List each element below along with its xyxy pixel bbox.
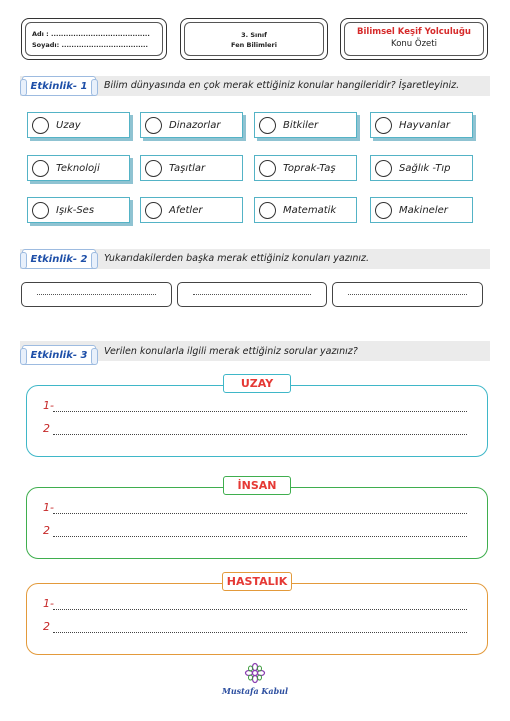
topic-option[interactable] [140, 155, 243, 181]
topic-option-label: Afetler [169, 204, 203, 216]
name-box [21, 18, 167, 60]
topic-option-label: Toprak-Taş [283, 162, 336, 174]
topic-option-label: Matematik [283, 204, 337, 216]
answer-field-1[interactable] [21, 282, 172, 307]
question-number: 2 [43, 524, 50, 537]
checkbox-circle-icon[interactable] [259, 117, 276, 134]
topic-option[interactable] [254, 112, 357, 138]
title-box [340, 18, 488, 60]
answer-line[interactable] [53, 536, 467, 537]
topic-option[interactable] [370, 155, 473, 181]
topic-option[interactable] [370, 112, 473, 138]
grade-box [180, 18, 328, 60]
answer-line[interactable] [53, 434, 467, 435]
topic-option[interactable] [27, 197, 130, 223]
checkbox-circle-icon[interactable] [375, 160, 392, 177]
topic-option[interactable] [254, 155, 357, 181]
checkbox-circle-icon[interactable] [145, 160, 162, 177]
topic-option-label: Hayvanlar [399, 119, 450, 131]
topic-option[interactable] [27, 155, 130, 181]
checkbox-circle-icon[interactable] [145, 202, 162, 219]
topic-option[interactable] [370, 197, 473, 223]
topic-label: İNSAN [223, 476, 291, 495]
topic-label: HASTALIK [222, 572, 292, 591]
checkbox-circle-icon[interactable] [375, 202, 392, 219]
page-subtitle: Konu Özeti [391, 39, 437, 49]
topic-option-label: Bitkiler [283, 119, 319, 131]
question-number: 1- [43, 597, 54, 610]
surname-label: Soyadı: ................................... [32, 41, 148, 49]
answer-field-3[interactable] [332, 282, 483, 307]
flower-icon [243, 662, 267, 684]
activity1-question: Bilim dünyasında en çok merak ettiğiniz konular hangileridir? İşaretleyiniz. [104, 80, 460, 91]
answer-line[interactable] [53, 411, 467, 412]
activity2-tag: Etkinlik- 2 [22, 249, 96, 269]
activity3-tag: Etkinlik- 3 [22, 345, 96, 365]
topic-option-label: Uzay [56, 119, 81, 131]
answer-line[interactable] [53, 632, 467, 633]
page-title: Bilimsel Keşif Yolculuğu [357, 27, 471, 37]
activity1-tag: Etkinlik- 1 [22, 76, 96, 96]
question-number: 1- [43, 501, 54, 514]
topic-option-label: Taşıtlar [169, 162, 206, 174]
checkbox-circle-icon[interactable] [259, 202, 276, 219]
topic-option-label: Dinazorlar [169, 119, 221, 131]
activity3-question: Verilen konularla ilgili merak ettiğiniz sorular yazınız? [104, 346, 358, 357]
checkbox-circle-icon[interactable] [32, 117, 49, 134]
topic-option[interactable] [140, 197, 243, 223]
question-box [26, 487, 488, 559]
question-box [26, 385, 488, 457]
topic-option-label: Makineler [399, 204, 448, 216]
topic-label: UZAY [223, 374, 291, 393]
answer-field-2[interactable] [177, 282, 327, 307]
checkbox-circle-icon[interactable] [32, 160, 49, 177]
question-box [26, 583, 488, 655]
topic-option[interactable] [140, 112, 243, 138]
activity2-question: Yukarıdakilerden başka merak ettiğiniz konuları yazınız. [104, 253, 369, 264]
question-number: 2 [43, 620, 50, 633]
checkbox-circle-icon[interactable] [145, 117, 162, 134]
question-number: 2 [43, 422, 50, 435]
topic-option[interactable] [27, 112, 130, 138]
checkbox-circle-icon[interactable] [259, 160, 276, 177]
question-number: 1- [43, 399, 54, 412]
checkbox-circle-icon[interactable] [32, 202, 49, 219]
checkbox-circle-icon[interactable] [375, 117, 392, 134]
grade-text: 3. Sınıf [241, 31, 267, 39]
signature: Mustafa Kabul [221, 686, 289, 696]
topic-option-label: Işık-Ses [56, 204, 95, 216]
topic-option[interactable] [254, 197, 357, 223]
topic-option-label: Teknoloji [56, 162, 100, 174]
topic-option-label: Sağlık -Tıp [399, 162, 451, 174]
subject-text: Fen Bilimleri [231, 41, 277, 49]
answer-line[interactable] [53, 513, 467, 514]
name-label: Adı : ........................................ [32, 30, 150, 38]
answer-line[interactable] [53, 609, 467, 610]
